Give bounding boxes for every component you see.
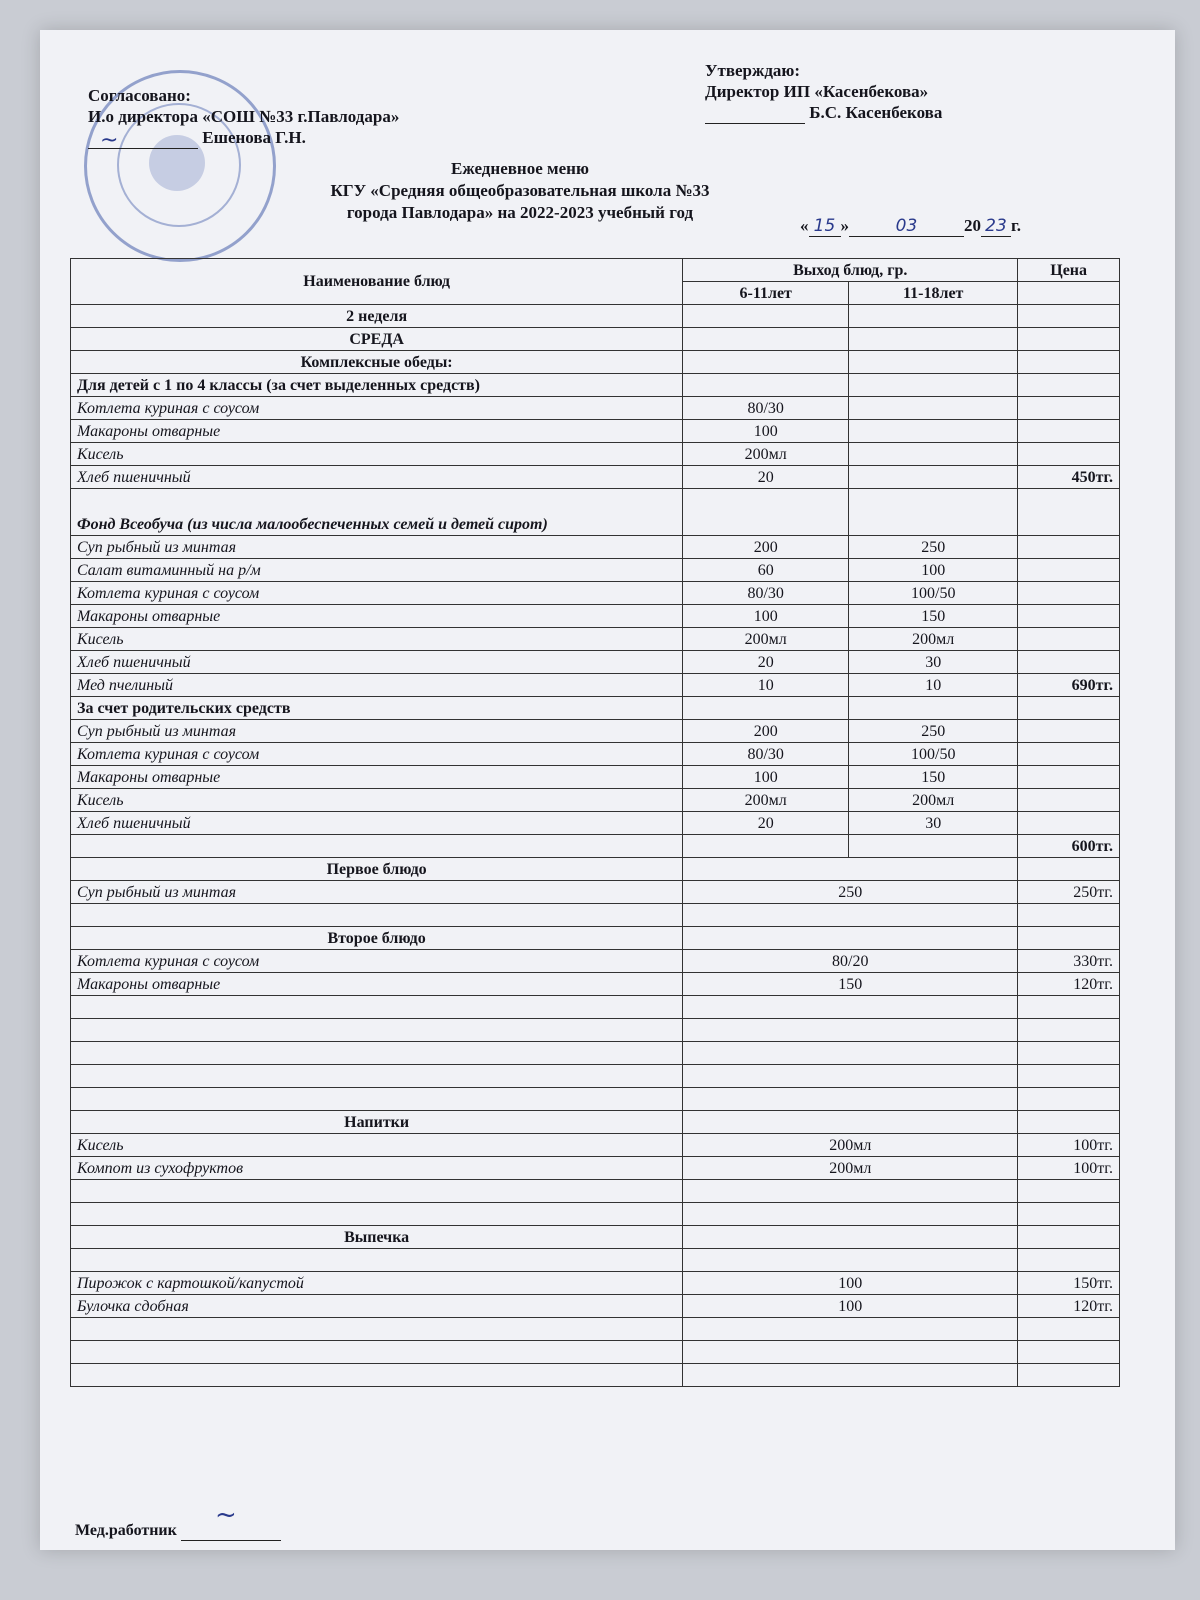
empty-cell (1018, 904, 1120, 927)
yield-6-11: 200 (683, 720, 849, 743)
empty-cell (1018, 374, 1120, 397)
empty-cell (1018, 1180, 1120, 1203)
dish-name: Хлеб пшеничный (71, 466, 683, 489)
empty-cell (71, 1088, 683, 1111)
section-title-row (71, 858, 1120, 881)
date-open-quote: « (800, 216, 809, 235)
empty-cell (1018, 582, 1120, 605)
approval-right-line3: Б.С. Касенбекова (809, 103, 943, 122)
empty-cell (71, 996, 683, 1019)
section-title: Фонд Всеобуча (из числа малообеспеченных семей и детей сирот) (71, 489, 683, 536)
date-close-quote: » (840, 216, 849, 235)
empty-cell (1018, 397, 1120, 420)
empty-cell (1018, 1203, 1120, 1226)
dish-name: Котлета куриная с соусом (71, 582, 683, 605)
empty-cell (71, 1019, 683, 1042)
table-row (71, 420, 1120, 443)
empty-cell (849, 697, 1018, 720)
yield-6-11: 10 (683, 674, 849, 697)
table-row (71, 397, 1120, 420)
dish-name: Хлеб пшеничный (71, 651, 683, 674)
empty-cell (683, 328, 849, 351)
table-row (71, 351, 1120, 374)
approval-left-line2: И.о директора «СОШ №33 г.Павлодара» (88, 107, 400, 126)
empty-cell (1018, 1341, 1120, 1364)
empty-cell (849, 397, 1018, 420)
dish-name: Кисель (71, 1134, 683, 1157)
table-row (71, 1088, 1120, 1111)
footer-medic (75, 1522, 281, 1541)
section-price: 450тг. (1018, 466, 1120, 489)
table-row (71, 443, 1120, 466)
section-title: Выпечка (71, 1226, 683, 1249)
table-row (71, 1134, 1120, 1157)
header-dish-name: Наименование блюд (71, 259, 683, 305)
empty-cell (683, 697, 849, 720)
section-title-row (71, 927, 1120, 950)
dish-yield: 100 (683, 1295, 1018, 1318)
date-suffix: г. (1011, 216, 1022, 235)
day-label: СРЕДА (71, 328, 683, 351)
empty-cell (71, 1341, 683, 1364)
empty-cell (683, 1019, 1018, 1042)
empty-cell (1018, 651, 1120, 674)
table-row (71, 812, 1120, 835)
empty-cell (1018, 305, 1120, 328)
dish-yield: 250 (683, 881, 1018, 904)
empty-cell (71, 1318, 683, 1341)
table-row (71, 996, 1120, 1019)
empty-cell (1018, 1065, 1120, 1088)
header-age-11-18: 11-18лет (849, 282, 1018, 305)
empty-cell (683, 1042, 1018, 1065)
header-yield: Выход блюд, гр. (683, 259, 1018, 282)
table-row (71, 1019, 1120, 1042)
section-title-row (71, 697, 1120, 720)
document-date (800, 216, 1021, 237)
empty-cell (1018, 1226, 1120, 1249)
table-row (71, 1249, 1120, 1272)
table-row (71, 1180, 1120, 1203)
table-row (71, 789, 1120, 812)
complex-lunch-label: Комплексные обеды: (71, 351, 683, 374)
yield-11-18: 150 (849, 766, 1018, 789)
empty-cell (1018, 812, 1120, 835)
table-row (71, 881, 1120, 904)
approval-right-line2: Директор ИП «Касенбекова» (705, 82, 929, 101)
empty-cell (1018, 1318, 1120, 1341)
section-title-row (71, 1226, 1120, 1249)
empty-cell (683, 1318, 1018, 1341)
dish-name: Компот из сухофруктов (71, 1157, 683, 1180)
dish-yield: 150 (683, 973, 1018, 996)
empty-cell (1018, 720, 1120, 743)
yield-6-11: 200мл (683, 443, 849, 466)
table-row (71, 559, 1120, 582)
empty-cell (683, 351, 849, 374)
empty-cell (71, 1065, 683, 1088)
dish-name: Котлета куриная с соусом (71, 950, 683, 973)
empty-cell (1018, 1088, 1120, 1111)
dish-yield: 80/20 (683, 950, 1018, 973)
yield-6-11: 80/30 (683, 582, 849, 605)
yield-6-11: 100 (683, 420, 849, 443)
empty-cell (1018, 559, 1120, 582)
empty-cell (683, 904, 1018, 927)
table-row (71, 582, 1120, 605)
empty-cell (1018, 443, 1120, 466)
dish-name: Пирожок с картошкой/капустой (71, 1272, 683, 1295)
table-row (71, 835, 1120, 858)
title-line2: КГУ «Средняя общеобразовательная школа №33 (330, 181, 710, 200)
table-row (71, 743, 1120, 766)
empty-cell (849, 374, 1018, 397)
dish-name: Макароны отварные (71, 766, 683, 789)
empty-cell (683, 1249, 1018, 1272)
empty-cell (71, 1364, 683, 1387)
approval-block-right (705, 60, 942, 124)
dish-name: Макароны отварные (71, 605, 683, 628)
empty-cell (683, 1203, 1018, 1226)
date-day: 15 (809, 216, 841, 237)
section-title: Напитки (71, 1111, 683, 1134)
empty-cell (1018, 1019, 1120, 1042)
yield-6-11: 20 (683, 651, 849, 674)
title-line3: города Павлодара» на 2022-2023 учебный год (346, 203, 694, 222)
dish-name: Булочка сдобная (71, 1295, 683, 1318)
empty-cell (71, 904, 683, 927)
yield-11-18: 100 (849, 559, 1018, 582)
signature-mark-left: ~ (100, 128, 119, 153)
empty-cell (1018, 420, 1120, 443)
empty-cell (849, 489, 1018, 536)
date-year-prefix: 20 (964, 216, 981, 235)
empty-cell (683, 1065, 1018, 1088)
dish-name: Хлеб пшеничный (71, 812, 683, 835)
dish-price: 150тг. (1018, 1272, 1120, 1295)
header-price: Цена (1018, 259, 1120, 282)
section-title: Второе блюдо (71, 927, 683, 950)
empty-cell (849, 328, 1018, 351)
yield-6-11: 60 (683, 559, 849, 582)
approval-left-line3: Ешенова Г.Н. (202, 128, 306, 147)
yield-6-11: 20 (683, 812, 849, 835)
table-row (71, 328, 1120, 351)
table-row (71, 651, 1120, 674)
empty-cell (683, 1111, 1018, 1134)
week-label: 2 неделя (71, 305, 683, 328)
empty-cell (1018, 628, 1120, 651)
table-row (71, 950, 1120, 973)
empty-cell (683, 305, 849, 328)
table-row (71, 605, 1120, 628)
table-row (71, 1364, 1120, 1387)
yield-6-11: 80/30 (683, 397, 849, 420)
empty-cell (1018, 1042, 1120, 1065)
table-row (71, 305, 1120, 328)
dish-name: Котлета куриная с соусом (71, 743, 683, 766)
empty-cell (849, 305, 1018, 328)
empty-cell (849, 351, 1018, 374)
empty-cell (1018, 605, 1120, 628)
empty-cell (1018, 789, 1120, 812)
yield-11-18: 10 (849, 674, 1018, 697)
yield-6-11: 200мл (683, 789, 849, 812)
approval-right-line3-row (705, 102, 942, 124)
document-title (290, 158, 750, 224)
empty-cell (683, 835, 849, 858)
dish-price: 120тг. (1018, 973, 1120, 996)
empty-cell (1018, 1364, 1120, 1387)
empty-cell (683, 1364, 1018, 1387)
empty-cell (683, 858, 1018, 881)
empty-cell (1018, 351, 1120, 374)
table-row (71, 674, 1120, 697)
date-year-suffix: 23 (981, 216, 1011, 237)
dish-name: Кисель (71, 628, 683, 651)
yield-6-11: 200мл (683, 628, 849, 651)
empty-cell (1018, 766, 1120, 789)
menu-table (70, 258, 1120, 1387)
empty-cell (1018, 858, 1120, 881)
title-line1: Ежедневное меню (451, 159, 589, 178)
dish-price: 330тг. (1018, 950, 1120, 973)
yield-6-11: 100 (683, 766, 849, 789)
signature-mark-footer: ~ (215, 1500, 237, 1530)
dish-name: Макароны отварные (71, 973, 683, 996)
menu-sheet (40, 30, 1175, 1550)
yield-6-11: 200 (683, 536, 849, 559)
empty-cell (849, 420, 1018, 443)
table-row (71, 1295, 1120, 1318)
table-row (71, 1341, 1120, 1364)
dish-name: Кисель (71, 443, 683, 466)
approval-block-left (88, 85, 399, 149)
section-title: Первое блюдо (71, 858, 683, 881)
table-row (71, 1318, 1120, 1341)
yield-11-18: 150 (849, 605, 1018, 628)
dish-price: 100тг. (1018, 1157, 1120, 1180)
approval-left-line3-row (88, 127, 399, 149)
section-title: Для детей с 1 по 4 классы (за счет выделенных средств) (71, 374, 683, 397)
yield-6-11: 100 (683, 605, 849, 628)
table-row (71, 904, 1120, 927)
empty-cell (849, 466, 1018, 489)
date-month: 03 (849, 216, 964, 237)
approval-left-line1: Согласовано: (88, 86, 191, 105)
yield-11-18: 200мл (849, 789, 1018, 812)
empty-cell (683, 996, 1018, 1019)
dish-yield: 100 (683, 1272, 1018, 1295)
empty-cell (1018, 743, 1120, 766)
footer-label: Мед.работник (75, 1522, 177, 1539)
empty-cell (1018, 1111, 1120, 1134)
dish-name: Котлета куриная с соусом (71, 397, 683, 420)
yield-11-18: 250 (849, 720, 1018, 743)
empty-cell (1018, 1249, 1120, 1272)
section-title-row (71, 489, 1120, 536)
dish-yield: 200мл (683, 1134, 1018, 1157)
empty-cell (71, 1180, 683, 1203)
empty-cell (683, 1180, 1018, 1203)
dish-name: Мед пчелиный (71, 674, 683, 697)
table-row (71, 628, 1120, 651)
empty-cell (1018, 489, 1120, 536)
header-age-6-11: 6-11лет (683, 282, 849, 305)
yield-11-18: 250 (849, 536, 1018, 559)
table-row (71, 766, 1120, 789)
table-row (71, 973, 1120, 996)
empty-cell (849, 443, 1018, 466)
dish-price: 250тг. (1018, 881, 1120, 904)
table-header-row (71, 259, 1120, 282)
table-row (71, 1042, 1120, 1065)
empty-cell (683, 927, 1018, 950)
section-price: 690тг. (1018, 674, 1120, 697)
dish-price: 120тг. (1018, 1295, 1120, 1318)
yield-11-18: 30 (849, 651, 1018, 674)
table-row (71, 1065, 1120, 1088)
empty-cell (1018, 996, 1120, 1019)
yield-11-18: 100/50 (849, 743, 1018, 766)
table-row (71, 466, 1120, 489)
dish-yield: 200мл (683, 1157, 1018, 1180)
empty-cell (1018, 536, 1120, 559)
section-title-row (71, 374, 1120, 397)
table-row (71, 1203, 1120, 1226)
yield-6-11: 20 (683, 466, 849, 489)
dish-name: Кисель (71, 789, 683, 812)
empty-cell (683, 1226, 1018, 1249)
empty-cell (849, 835, 1018, 858)
section-title-row (71, 1111, 1120, 1134)
empty-cell (683, 374, 849, 397)
signature-line (705, 102, 805, 124)
empty-cell (1018, 282, 1120, 305)
empty-cell (1018, 927, 1120, 950)
approval-right-line1: Утверждаю: (705, 61, 801, 80)
empty-cell (71, 1042, 683, 1065)
section-price: 600тг. (1018, 835, 1120, 858)
yield-11-18: 30 (849, 812, 1018, 835)
dish-name: Суп рыбный из минтая (71, 720, 683, 743)
dish-price: 100тг. (1018, 1134, 1120, 1157)
yield-11-18: 200мл (849, 628, 1018, 651)
empty-cell (71, 1249, 683, 1272)
yield-11-18: 100/50 (849, 582, 1018, 605)
dish-name: Суп рыбный из минтая (71, 536, 683, 559)
empty-cell (71, 835, 683, 858)
dish-name: Салат витаминный на р/м (71, 559, 683, 582)
empty-cell (71, 1203, 683, 1226)
empty-cell (683, 1088, 1018, 1111)
table-row (71, 720, 1120, 743)
empty-cell (1018, 697, 1120, 720)
dish-name: Суп рыбный из минтая (71, 881, 683, 904)
empty-cell (1018, 328, 1120, 351)
yield-6-11: 80/30 (683, 743, 849, 766)
table-row (71, 1157, 1120, 1180)
empty-cell (683, 1341, 1018, 1364)
section-title: За счет родительских средств (71, 697, 683, 720)
table-row (71, 536, 1120, 559)
dish-name: Макароны отварные (71, 420, 683, 443)
table-row (71, 1272, 1120, 1295)
empty-cell (683, 489, 849, 536)
